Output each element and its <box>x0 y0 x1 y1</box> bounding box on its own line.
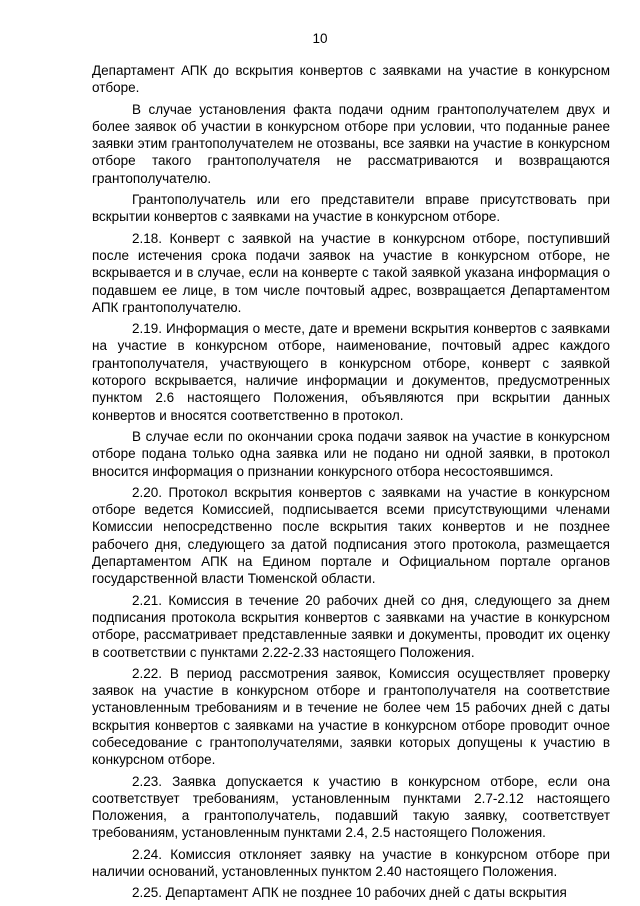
paragraph-2-18: 2.18. Конверт с заявкой на участие в конкурсном отборе, поступивший после истечения срока подачи заявок на участие в конкурсном отборе, не вскрывается и в случае, если на конверте с такой заявкой указана информация о подавшем ее лице, в том числе почтовый адрес, возвращается Департаментом АПК грантополучателю. <box>92 230 610 315</box>
paragraph-2-21: 2.21. Комиссия в течение 20 рабочих дней со дня, следующего за днем подписания протокола вскрытия конвертов с заявками на участие в конкурсном отборе, рассматривает представленные заявки и документы, проводит их оценку в соответствии с пунктами 2.22-2.33 настоящего Положения. <box>92 592 610 660</box>
paragraph-2-25: 2.25. Департамент АПК не позднее 10 рабочих дней с даты вскрытия <box>132 885 567 901</box>
paragraph-2-24: 2.24. Комиссия отклоняет заявку на участие в конкурсном отборе при наличии оснований, установленных пунктом 2.40 настоящего Положения. <box>92 846 610 880</box>
paragraph-2-23: 2.23. Заявка допускается к участию в конкурсном отборе, если она соответствует требованиям, установленным пунктами 2.7-2.12 настоящего Положения, а грантополучатель, подавший такую заявку, соответствует требованиям, установленным пунктами 2.4, 2.5 настоящего Положения. <box>92 773 610 841</box>
page-number: 10 <box>312 31 328 46</box>
paragraph-single-application: В случае если по окончании срока подачи заявок на участие в конкурсном отборе подана только одна заявка или не подано ни одной заявки, в протокол вносится информация о признании конкурсного отбора несостоявшимся. <box>92 428 610 479</box>
paragraph-2-19: 2.19. Информация о месте, дате и времени вскрытия конвертов с заявками на участие в конкурсном отборе, наименование, почтовый адрес каждого грантополучателя, участвующего в конкурсном отборе, конверт с заявкой которого вскрывается, наличие информации и документов, предусмотренных пунктом 2.6 настоящего Положения, объявляются при вскрытии данных конвертов и вносятся соответственно в протокол. <box>92 321 610 423</box>
document-body <box>92 62 610 906</box>
paragraph-2-22: 2.22. В период рассмотрения заявок, Комиссия осуществляет проверку заявок на участие в конкурсном отборе и грантополучателя на соответствие установленным требованиям и в течение не более чем 15 рабочих дней с даты вскрытия конвертов с заявками на участие в конкурсном отборе проводит очное собеседование с грантополучателями, заявки которых допущены к участию в конкурсном отборе. <box>92 665 610 768</box>
paragraph-2-20: 2.20. Протокол вскрытия конвертов с заявками на участие в конкурсном отборе ведется Комиссией, подписывается всеми присутствующими членами Комиссии непосредственно после вскрытия таких конвертов и не позднее рабочего дня, следующего за датой подписания этого протокола, размещается Департаментом АПК на Едином портале и Официальном портале органов государственной власти Тюменской области. <box>92 484 610 587</box>
paragraph-continuation: Департамент АПК до вскрытия конвертов с заявками на участие в конкурсном отборе. <box>92 63 610 96</box>
paragraph-multiple-applications: В случае установления факта подачи одним грантополучателем двух и более заявок об участии в конкурсном отборе при условии, что поданные ранее заявки этим грантополучателем не отозваны, все заявки на участие в конкурсном отборе такого грантополучателя не рассматриваются и возвращаются грантополучателю. <box>92 101 610 186</box>
paragraph-representatives: Грантополучатель или его представители вправе присутствовать при вскрытии конвертов с заявками на участие в конкурсном отборе. <box>92 192 610 225</box>
